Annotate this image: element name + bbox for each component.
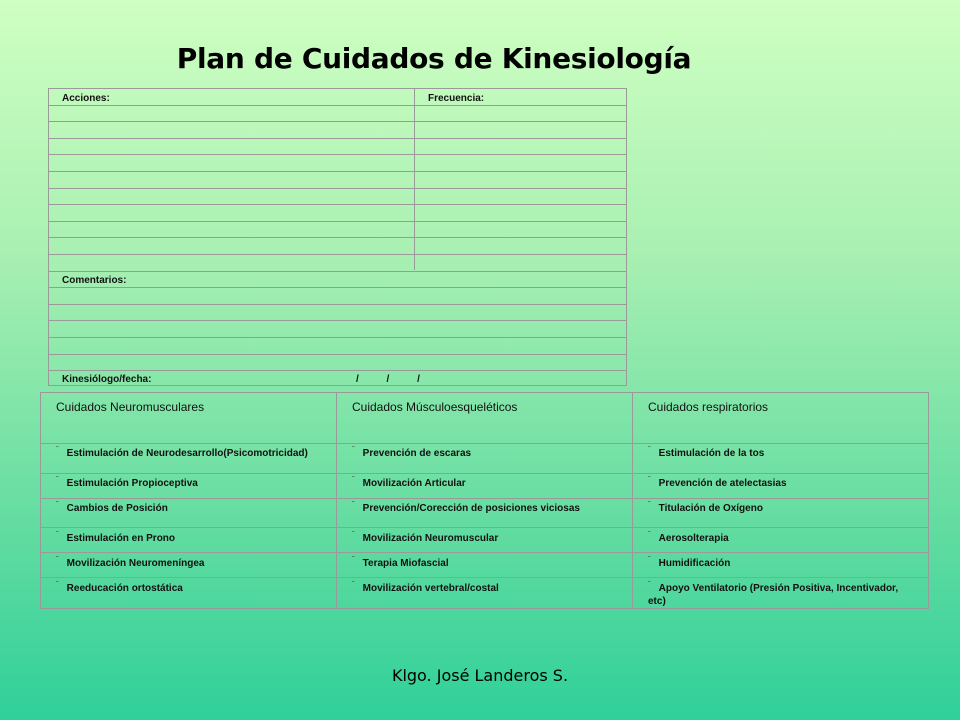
row-divider — [41, 577, 928, 578]
header-respiratorios: Cuidados respiratorios — [648, 400, 769, 414]
table-cell: ¨ Reeducación ortostática — [56, 580, 183, 594]
form-row — [49, 238, 626, 255]
table-cell: ¨ Cambios de Posición — [56, 500, 168, 514]
care-categories-table — [40, 392, 929, 609]
frecuencia-label: Frecuencia: — [428, 93, 485, 104]
table-cell: ¨ Estimulación de Neurodesarrollo(Psicomotricidad) — [56, 445, 308, 459]
form-row — [49, 288, 626, 305]
table-cell: ¨ Estimulación Propioceptiva — [56, 475, 198, 489]
header-neuromusculares: Cuidados Neuromusculares — [56, 400, 205, 414]
table-cell: ¨ Movilización Neuromeníngea — [56, 555, 205, 569]
date-slashes: / / / — [356, 374, 420, 385]
table-cell: ¨ Titulación de Oxígeno — [648, 500, 763, 514]
form-row — [49, 305, 626, 322]
form-row — [49, 255, 626, 272]
table-cell: ¨ Movilización Neuromuscular — [352, 530, 499, 544]
form-row — [49, 321, 626, 338]
row-divider — [41, 552, 928, 553]
author-footer: Klgo. José Landeros S. — [391, 666, 569, 685]
form-row — [49, 272, 626, 289]
form-row — [49, 89, 626, 106]
table-cell: ¨ Humidificación — [648, 555, 731, 569]
column-divider — [336, 393, 337, 608]
table-cell: ¨ Movilización vertebral/costal — [352, 580, 499, 594]
column-divider — [632, 393, 633, 608]
table-cell: ¨ Prevención/Corección de posiciones viciosas — [352, 500, 580, 514]
row-divider — [41, 443, 928, 444]
table-cell: ¨ Estimulación de la tos — [648, 445, 765, 459]
form-row — [49, 139, 626, 156]
form-row — [49, 155, 626, 172]
acciones-label: Acciones: — [62, 93, 110, 104]
row-divider — [41, 498, 928, 499]
form-row — [49, 122, 626, 139]
form-row — [49, 338, 626, 355]
form-row — [49, 172, 626, 189]
header-musculoesqueleticos: Cuidados Músculoesqueléticos — [352, 400, 518, 414]
row-divider — [41, 473, 928, 474]
form-row — [49, 205, 626, 222]
table-cell: ¨ Aerosolterapia — [648, 530, 729, 544]
form-row — [49, 106, 626, 123]
form-row — [49, 355, 626, 372]
table-cell: ¨ Estimulación en Prono — [56, 530, 176, 544]
table-cell: ¨ Movilización Articular — [352, 475, 466, 489]
table-cell: ¨ Prevención de atelectasias — [648, 475, 787, 489]
page-title: Plan de Cuidados de Kinesiología — [176, 42, 692, 75]
form-row — [49, 189, 626, 206]
kinesiologo-fecha-label: Kinesiólogo/fecha: — [62, 374, 152, 385]
care-plan-form — [48, 88, 627, 386]
table-cell: ¨ Apoyo Ventilatorio (Presión Positiva, Incentivador, etc) — [648, 580, 899, 607]
row-divider — [41, 527, 928, 528]
form-row — [49, 222, 626, 239]
column-divider — [414, 89, 415, 270]
comentarios-label: Comentarios: — [62, 275, 127, 286]
table-cell: ¨ Terapia Miofascial — [352, 555, 449, 569]
table-cell: ¨ Prevención de escaras — [352, 445, 472, 459]
